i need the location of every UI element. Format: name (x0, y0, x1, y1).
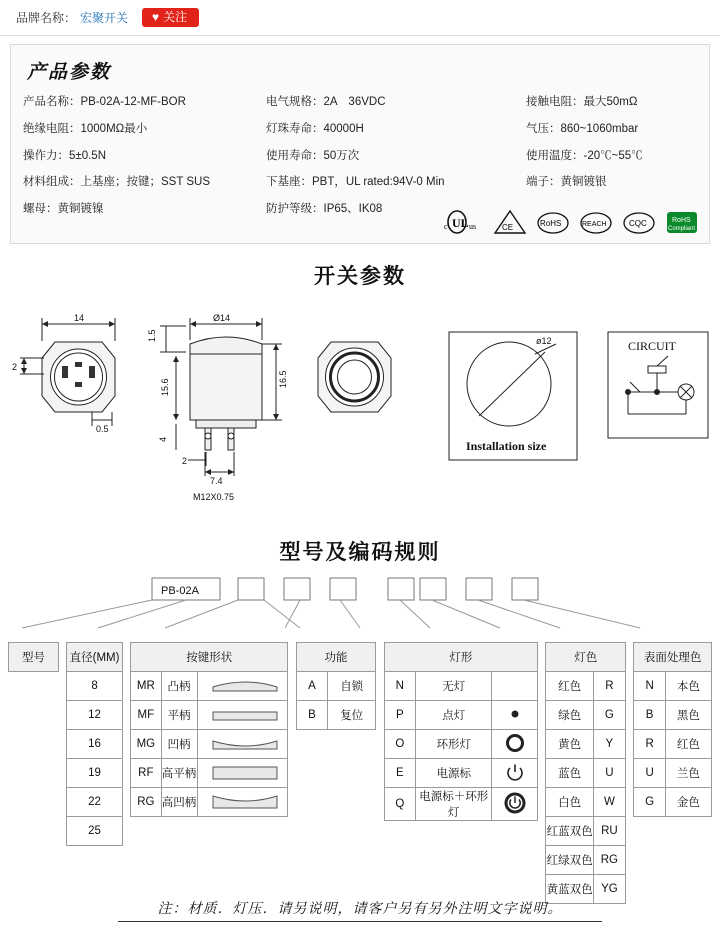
coding-box-2 (284, 578, 310, 600)
technical-drawings (0, 296, 720, 526)
param-cell: 材料组成：上基座；按键；SST SUS (23, 176, 210, 189)
coding-base-label: PB-02A (161, 585, 199, 597)
lamp-color-code: R (593, 672, 625, 701)
param-cell: 电气规格：2A 36VDC (266, 96, 386, 108)
front-view (20, 318, 115, 426)
lamp-color-code: YG (593, 875, 625, 904)
diameter-value: 12 (67, 701, 122, 730)
function-name: 复位 (328, 701, 376, 730)
param-cell: 防护等级：IP65、IK08 (266, 203, 383, 216)
product-parameters-panel (10, 44, 710, 244)
diameter-table-header: 直径(MM) (67, 643, 122, 672)
side-dim-2: 15.6 (160, 378, 170, 396)
front-width-label: 14 (74, 313, 85, 323)
svg-text:CE: CE (502, 223, 514, 232)
switch-params-title: 开关参数 (314, 265, 406, 288)
lamp-shape-name: 电源标＋环形灯 (416, 788, 492, 821)
rohs-compliant-icon (665, 207, 699, 237)
side-view (160, 318, 282, 476)
coding-svg (0, 570, 720, 642)
follow-button-label: 关注 (163, 10, 188, 24)
coding-box-7 (512, 578, 538, 600)
lamp-color-table (545, 642, 626, 904)
shape-table-header: 按键形状 (131, 643, 288, 672)
lamp-shape-table (384, 642, 538, 821)
lamp-color-name: 白色 (546, 788, 593, 817)
side-dim-6: 7.4 (210, 476, 223, 486)
lamp-color-name: 红蓝双色 (546, 817, 593, 846)
svg-text:UL: UL (452, 216, 469, 230)
lamp-color-name: 绿色 (546, 701, 593, 730)
rohs-icon (536, 207, 570, 237)
shape-art-high-concave (197, 788, 288, 817)
diameter-value: 19 (67, 759, 122, 788)
lamp-icon-power-ring (492, 788, 538, 821)
surface-code: R (634, 730, 666, 759)
product-parameters-grid (23, 96, 697, 217)
shape-art-flat (197, 701, 288, 730)
product-parameters-title: 产品参数 (27, 61, 112, 83)
function-code: B (296, 701, 327, 730)
lamp-color-name: 黄色 (546, 730, 593, 759)
surface-code: U (634, 759, 666, 788)
param-cell: 绝缘电阻：1000MΩ最小 (23, 122, 148, 135)
ce-icon (493, 207, 527, 237)
diameter-table (66, 642, 122, 846)
surface-name: 兰色 (665, 759, 711, 788)
lamp-shape-code: E (384, 759, 415, 788)
param-cell: 使用寿命：50万次 (266, 149, 360, 162)
lamp-shape-code: Q (384, 788, 415, 821)
heart-icon: ♥ (152, 10, 160, 24)
model-table-header: 型号 (9, 643, 59, 672)
lamp-color-code: W (593, 788, 625, 817)
surface-code: B (634, 701, 666, 730)
circuit-title: CIRCUIT (628, 339, 676, 353)
shape-name: 凸柄 (161, 672, 197, 701)
lamp-color-table-header: 灯色 (546, 643, 626, 672)
svg-text:us: us (469, 222, 477, 231)
lamp-color-code: Y (593, 730, 625, 759)
brand-bar (0, 0, 720, 36)
function-table (296, 642, 377, 730)
side-diameter-label: Ø14 (213, 313, 231, 323)
param-cell: 下基座：PBT，UL rated:94V-0 Min (266, 176, 445, 189)
lamp-icon-power (492, 759, 538, 788)
diameter-value: 25 (67, 817, 122, 846)
lamp-shape-code: O (384, 730, 415, 759)
footer-rule (118, 921, 602, 922)
svg-text:REACH: REACH (582, 221, 607, 228)
shape-table (130, 642, 288, 817)
svg-text:c: c (444, 222, 448, 231)
param-cell: 操作力：5±0.5N (23, 149, 106, 162)
lamp-color-name: 红色 (546, 672, 593, 701)
surface-code: G (634, 788, 666, 817)
surface-name: 本色 (665, 672, 711, 701)
certification-logos (444, 207, 699, 237)
shape-code: MG (131, 730, 161, 759)
shape-name: 高平柄 (161, 759, 197, 788)
diameter-value: 8 (67, 672, 122, 701)
install-title: Installation size (466, 439, 547, 453)
coding-box-3 (330, 578, 356, 600)
surface-code: N (634, 672, 666, 701)
surface-table (633, 642, 712, 817)
svg-text:RoHS: RoHS (540, 219, 562, 228)
top-view (318, 342, 391, 412)
diameter-value: 22 (67, 788, 122, 817)
param-cell: 灯珠寿命：40000H (266, 122, 364, 135)
lamp-shape-name: 环形灯 (416, 730, 492, 759)
side-dim-5: 2 (182, 456, 188, 466)
front-bottom-label: 0.5 (96, 424, 109, 434)
side-dim-3: 16.5 (278, 370, 288, 388)
side-dim-4: 4 (158, 436, 168, 442)
shape-code: MR (131, 672, 161, 701)
side-dim-1: 1.5 (147, 329, 157, 342)
svg-text:CQC: CQC (629, 219, 647, 228)
lamp-icon-ring (492, 730, 538, 759)
lamp-icon-dot (492, 701, 538, 730)
surface-name: 黑色 (665, 701, 711, 730)
lamp-color-name: 红绿双色 (546, 846, 593, 875)
model-table (8, 642, 59, 672)
svg-text:RoHS: RoHS (672, 217, 691, 224)
cqc-icon (622, 207, 656, 237)
side-thread-label: M12X0.75 (193, 492, 235, 502)
shape-art-concave (197, 730, 288, 759)
lamp-shape-code: P (384, 701, 415, 730)
lamp-shape-name: 无灯 (416, 672, 492, 701)
lamp-color-code: RG (593, 846, 625, 875)
lamp-color-code: U (593, 759, 625, 788)
ul-icon (444, 207, 484, 237)
install-diameter-label: ø12 (536, 336, 552, 346)
brand-name-link[interactable]: 宏聚开关 (80, 11, 129, 25)
lamp-color-name: 蓝色 (546, 759, 593, 788)
param-cell: 接触电阻：最大50mΩ (526, 96, 638, 108)
model-rules-title: 型号及编码规则 (279, 541, 441, 564)
shape-art-convex (197, 672, 288, 701)
param-cell: 气压：860~1060mbar (526, 122, 639, 135)
param-cell: 使用温度：-20℃~55℃ (526, 149, 643, 162)
shape-art-high-flat (197, 759, 288, 788)
reach-icon (579, 207, 613, 237)
lamp-shape-name: 点灯 (416, 701, 492, 730)
lamp-shape-table-header: 灯形 (384, 643, 537, 672)
function-table-header: 功能 (296, 643, 376, 672)
surface-name: 红色 (665, 730, 711, 759)
lamp-shape-code: N (384, 672, 415, 701)
coding-diagram (0, 570, 720, 642)
coding-box-4 (388, 578, 414, 600)
drawings-svg (0, 296, 720, 526)
shape-code: RF (131, 759, 161, 788)
diameter-value: 16 (67, 730, 122, 759)
coding-tables (8, 642, 712, 904)
shape-code: RG (131, 788, 161, 817)
surface-name: 金色 (665, 788, 711, 817)
follow-button[interactable] (142, 8, 199, 27)
coding-box-1 (238, 578, 264, 600)
lamp-color-code: G (593, 701, 625, 730)
param-cell: 端子：黄铜镀银 (526, 176, 607, 189)
shape-name: 高凹柄 (161, 788, 197, 817)
surface-table-header: 表面处理色 (634, 643, 712, 672)
lamp-shape-name: 电源标 (416, 759, 492, 788)
shape-code: MF (131, 701, 161, 730)
footer-note: 注：材质．灯压．请另说明，请客户另有另外注明文字说明。 (157, 901, 563, 917)
shape-name: 凹柄 (161, 730, 197, 759)
param-cell: 产品名称：PB-02A-12-MF-BOR (23, 96, 186, 108)
lamp-color-name: 黄蓝双色 (546, 875, 593, 904)
front-left-label: 2 (12, 362, 18, 372)
svg-text:Compliant: Compliant (668, 226, 696, 232)
lamp-color-code: RU (593, 817, 625, 846)
function-code: A (296, 672, 327, 701)
lamp-icon-none (492, 672, 538, 701)
function-name: 自锁 (328, 672, 376, 701)
coding-box-5 (420, 578, 446, 600)
coding-box-6 (466, 578, 492, 600)
param-cell: 螺母：黄铜镀镍 (23, 203, 104, 216)
shape-name: 平柄 (161, 701, 197, 730)
brand-label: 品牌名称： (16, 11, 77, 25)
